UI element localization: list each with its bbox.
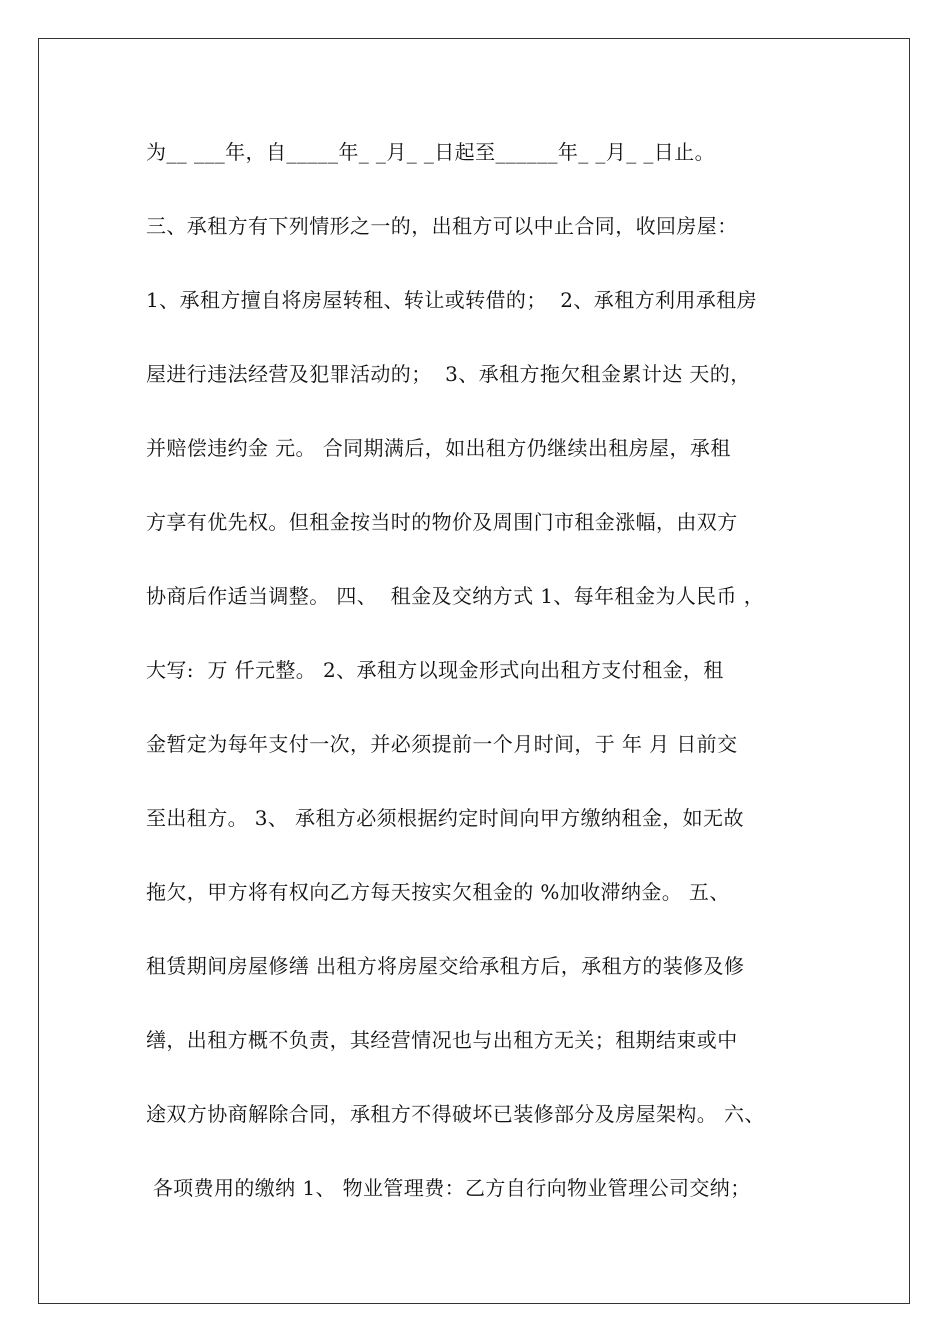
text-line-2: 三、承租方有下列情形之一的，出租方可以中止合同，收回房屋： bbox=[146, 214, 738, 238]
text-line-12: 租赁期间房屋修缮 出租方将房屋交给承租方后，承租方的装修及修 bbox=[146, 954, 745, 978]
text-line-14: 途双方协商解除合同，承租方不得破坏已装修部分及房屋架构。 六、 bbox=[146, 1102, 765, 1126]
text-line-11: 拖欠，甲方将有权向乙方每天按实欠租金的 %加收滞纳金。 五、 bbox=[146, 880, 730, 904]
text-line-5: 并赔偿违约金 元。 合同期满后，如出租方仍继续出租房屋，承租 bbox=[146, 436, 731, 460]
text-line-10: 至出租方。 3、 承租方必须根据约定时间向甲方缴纳租金，如无故 bbox=[146, 806, 744, 830]
text-line-9: 金暂定为每年支付一次，并必须提前一个月时间，于 年 月 日前交 bbox=[146, 732, 738, 756]
text-line-7: 协商后作适当调整。 四、 租金及交纳方式 1、每年租金为人民币 ， bbox=[146, 584, 765, 608]
text-line-1: 为__ ___年，自_____年_ _月_ _日起至______年_ _月_ _日止。 bbox=[146, 140, 715, 164]
text-line-3: 1、承租方擅自将房屋转租、转让或转借的； 2、承租方利用承租房 bbox=[146, 288, 757, 312]
text-line-13: 缮，出租方概不负责，其经营情况也与出租方无关；租期结束或中 bbox=[146, 1028, 738, 1052]
text-line-6: 方享有优先权。但租金按当时的物价及周围门市租金涨幅，由双方 bbox=[146, 510, 738, 534]
text-line-15: 各项费用的缴纳 1、 物业管理费：乙方自行向物业管理公司交纳； bbox=[146, 1176, 751, 1200]
text-line-4: 屋进行违法经营及犯罪活动的； 3、承租方拖欠租金累计达 天的， bbox=[146, 362, 751, 386]
text-line-8: 大写: 万 仟元整。 2、承租方以现金形式向出租方支付租金，租 bbox=[146, 658, 724, 682]
